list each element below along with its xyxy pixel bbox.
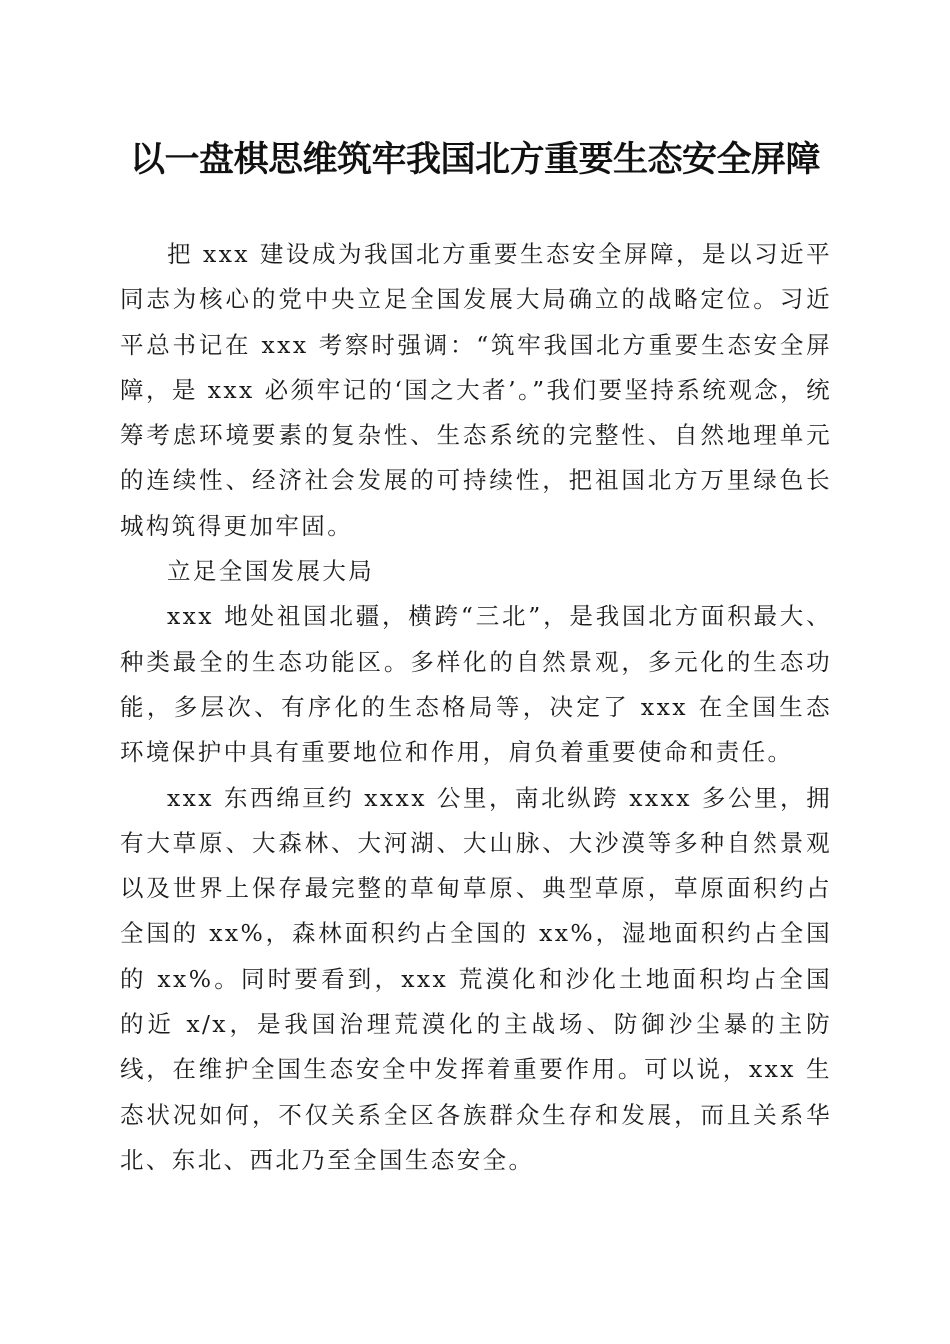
paragraph-landscape: xxx 东西绵亘约 xxxx 公里，南北纵跨 xxxx 多公里，拥有大草原、大森林、大河湖、大山脉、大沙漠等多种自然景观以及世界上保存最完整的草甸草原、典型草原，草原面积约占全国的 xx%，森林面积约占全国的 xx%，湿地面积约占全国的 xx%。同时要看到，xxx 荒漠化和沙化土地面积均占全国的近 x/x，是我国治理荒漠化的主战场、防御沙尘暴的主防线，在维护全国生态安全中发挥着重要作用。可以说，xxx 生态状况如何，不仅关系全区各族群众生存和发展，而且关系华北、东北、西北乃至全国生态安全。 (120, 783, 832, 1174)
paragraph-intro: 把 xxx 建设成为我国北方重要生态安全屏障，是以习近平同志为核心的党中央立足全国发展大局确立的战略定位。习近平总书记在 xxx 考察时强调：“筑牢我国北方重要生态安全屏障，是 xxx 必须牢记的‘国之大者’。”我们要坚持系统观念，统筹考虑环境要素的复杂性、生态系统的完整性、自然地理单元的连续性、经济社会发展的可持续性，把祖国北方万里绿色长城构筑得更加牢固。 (120, 240, 832, 540)
document-body (120, 232, 832, 1183)
paragraph-location: xxx 地处祖国北疆，横跨“三北”，是我国北方面积最大、种类最全的生态功能区。多样化的自然景观，多元化的生态功能，多层次、有序化的生态格局等，决定了 xxx 在全国生态环境保护中具有重要地位和作用，肩负着重要使命和责任。 (120, 602, 832, 767)
document-title: 以一盘棋思维筑牢我国北方重要生态安全屏障 (129, 139, 820, 180)
section-heading: 立足全国发展大局 (167, 557, 375, 586)
